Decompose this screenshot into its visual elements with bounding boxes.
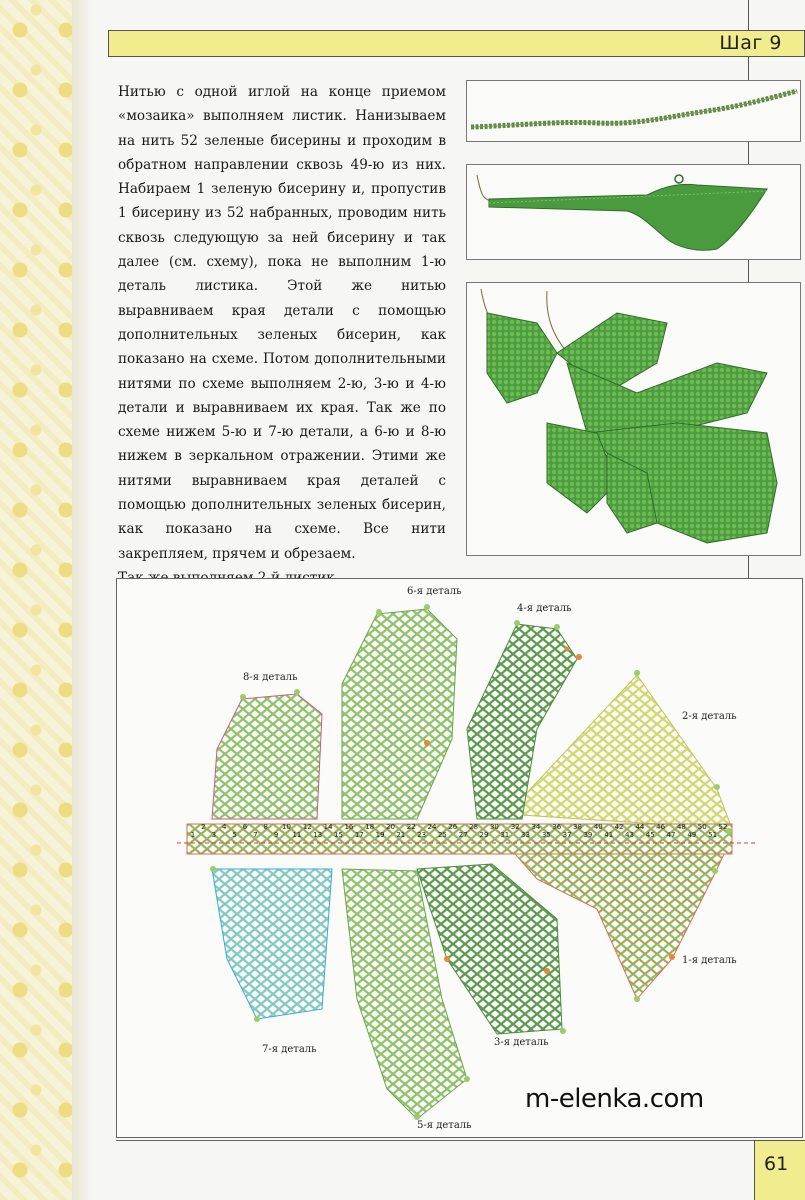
bead-number: 39 xyxy=(583,831,593,839)
bead-number: 41 xyxy=(604,831,614,839)
bead-number: 18 xyxy=(365,823,375,831)
bead-number: 15 xyxy=(334,831,343,839)
bead-number: 36 xyxy=(552,823,562,831)
bead-number: 20 xyxy=(386,823,395,831)
bead-number: 3 xyxy=(211,831,217,839)
label-part-5: 5-я деталь xyxy=(417,1120,472,1131)
bead-number: 5 xyxy=(232,831,237,839)
bead-number: 29 xyxy=(479,831,489,839)
label-part-1: 1-я деталь xyxy=(682,955,737,966)
label-part-8: 8-я деталь xyxy=(243,672,298,683)
bead-number: 11 xyxy=(292,831,302,839)
bead-number: 28 xyxy=(469,823,479,831)
bead-number: 26 xyxy=(448,823,458,831)
bead-number: 31 xyxy=(500,831,510,839)
bead-number: 24 xyxy=(427,823,437,831)
watermark-text: m-elenka.com xyxy=(525,1084,704,1114)
bead-number: 46 xyxy=(656,823,666,831)
beading-scheme-svg xyxy=(117,579,802,1137)
bead-number: 50 xyxy=(697,823,707,831)
bead-number: 35 xyxy=(541,831,551,839)
bead-number: 44 xyxy=(635,823,645,831)
photo-finished-leaf xyxy=(466,282,801,556)
bead-number: 30 xyxy=(489,823,499,831)
label-part-7: 7-я деталь xyxy=(262,1044,317,1055)
part-7-region xyxy=(212,869,332,1019)
bead-number: 17 xyxy=(354,831,364,839)
bead-number: 12 xyxy=(302,823,312,831)
beading-scheme-diagram xyxy=(116,578,803,1138)
bead-number: 48 xyxy=(676,823,686,831)
label-part-2: 2-я деталь xyxy=(682,711,737,722)
bead-number: 1 xyxy=(190,831,196,839)
bead-number: 32 xyxy=(510,823,520,831)
bead-number: 23 xyxy=(417,831,427,839)
instructions-text xyxy=(118,80,446,590)
photo-first-part xyxy=(466,164,801,260)
bead-number: 27 xyxy=(458,831,468,839)
bead-number: 33 xyxy=(521,831,530,839)
bottom-rule xyxy=(116,1140,754,1141)
bead-number: 34 xyxy=(531,823,541,831)
first-part-illustration xyxy=(467,165,800,259)
label-part-4: 4-я деталь xyxy=(517,603,572,614)
bead-strand-illustration xyxy=(467,81,800,141)
central-strip xyxy=(187,824,732,854)
bead-number: 10 xyxy=(282,823,291,831)
bead-number: 7 xyxy=(253,831,258,839)
part-6-region xyxy=(342,609,457,819)
bead-number: 9 xyxy=(273,831,279,839)
bead-number: 21 xyxy=(396,831,406,839)
bead-number: 6 xyxy=(242,823,248,831)
bead-number: 25 xyxy=(437,831,447,839)
step-header-band xyxy=(108,30,805,57)
step-title: Шаг 9 xyxy=(719,32,782,54)
bead-number: 52 xyxy=(718,823,728,831)
bead-number: 22 xyxy=(406,823,416,831)
bead-number: 14 xyxy=(323,823,333,831)
decorative-ornament-strip xyxy=(0,0,72,1200)
bead-number: 13 xyxy=(313,831,323,839)
bead-number: 37 xyxy=(562,831,572,839)
bead-number: 4 xyxy=(221,823,227,831)
page-number-box xyxy=(754,1140,805,1200)
bead-number: 43 xyxy=(625,831,634,839)
photo-bead-strand xyxy=(466,80,801,142)
label-part-6: 6-я деталь xyxy=(407,586,462,597)
bead-number: 49 xyxy=(687,831,697,839)
part-8-region xyxy=(212,694,322,819)
bead-number: 2 xyxy=(201,823,206,831)
bead-number: 8 xyxy=(263,823,268,831)
bead-number: 51 xyxy=(708,831,718,839)
page-gutter-shade xyxy=(72,0,92,1200)
label-part-3: 3-я деталь xyxy=(494,1037,549,1048)
finished-leaf-illustration xyxy=(467,283,800,555)
page-number: 61 xyxy=(764,1153,789,1175)
bead-number: 38 xyxy=(573,823,582,831)
bead-number: 42 xyxy=(614,823,624,831)
bead-number: 16 xyxy=(344,823,354,831)
bead-number: 19 xyxy=(375,831,385,839)
instruction-paragraph: Нитью с одной иглой на конце приемом «мозаика» выполняем листик. Нанизываем на нить 52 зеленые бисерины и проходим в обратном направлении сквозь 49-ю из них. Набираем 1 зеленую бисерину и, пропустив 1 бисерину из 52 набранных, проводим нить сквозь следующую за ней бисерину и так далее (см. схему), пока не выполним 1-ю деталь листика. Этой же нитью выравниваем края детали с помощью дополнительных зеленых бисерин, как показано на схеме. Потом дополнительными нитями по схеме выполняем 2-ю, 3-ю и 4-ю детали и выравниваем их края. Так же по схеме нижем 5-ю и 7-ю детали, а 6-ю и 8-ю нижем в зеркальном отражении. Этими же нитями выравниваем края деталей с помощью дополнительных зеленых бисерин, как показано на схеме. Все нити закрепляем, прячем и обрезаем. xyxy=(118,84,446,562)
bead-number: 45 xyxy=(645,831,655,839)
bead-number: 40 xyxy=(593,823,603,831)
bead-number: 47 xyxy=(666,831,676,839)
